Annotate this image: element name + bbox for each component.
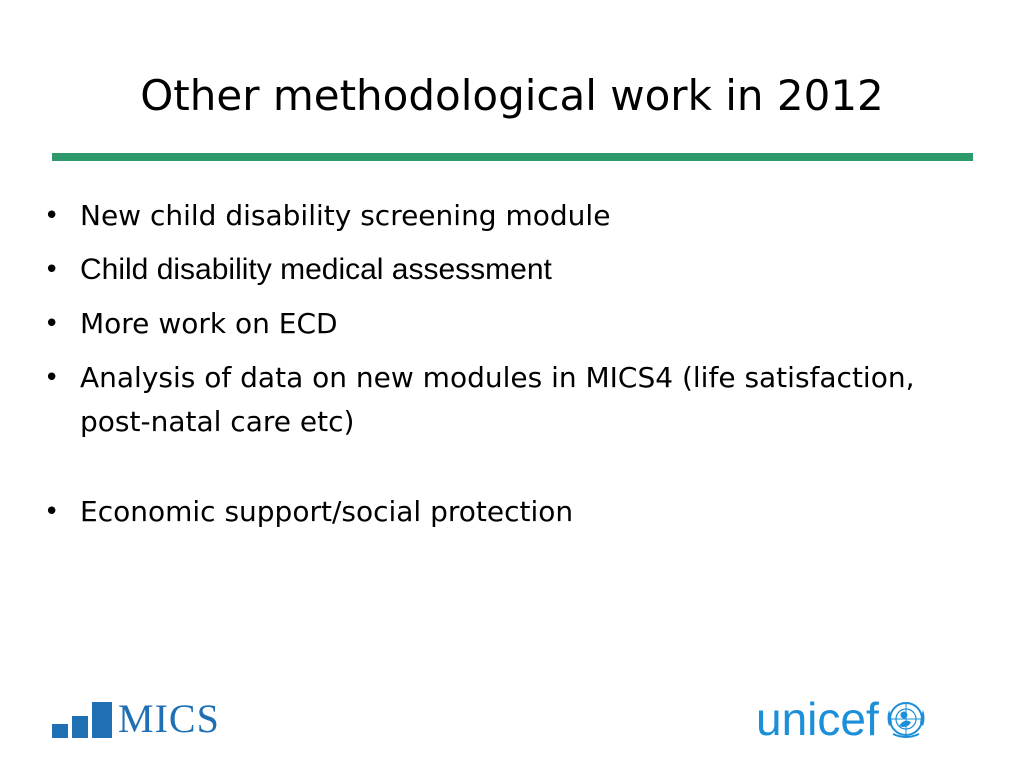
mics-bar-medium — [72, 716, 88, 738]
bullet-dot-icon: • — [44, 309, 60, 339]
bullet-text: Economic support/social protection — [80, 495, 574, 528]
unicef-emblem-icon — [883, 696, 929, 742]
bullet-text: Analysis of data on new modules in MICS4 (life satisfaction, post-natal care etc) — [80, 361, 915, 438]
bullet-item — [44, 194, 944, 238]
mics-bars-icon — [52, 702, 112, 738]
mics-logo-text: MICS — [118, 696, 220, 741]
title-divider — [52, 153, 973, 161]
bullet-dot-icon: • — [44, 497, 60, 527]
bullet-item — [44, 302, 944, 346]
bullet-list — [44, 194, 944, 544]
mics-bar-large — [92, 702, 112, 738]
bullet-item — [44, 248, 944, 292]
bullet-dot-icon: • — [44, 363, 60, 393]
unicef-logo — [756, 694, 929, 744]
bullet-dot-icon: • — [44, 255, 60, 285]
bullet-text: More work on ECD — [80, 307, 338, 340]
bullet-item — [44, 490, 944, 534]
unicef-logo-text: unicef — [756, 693, 879, 745]
slide-title: Other methodological work in 2012 — [140, 71, 884, 120]
bullet-item — [44, 356, 944, 444]
bullet-text: New child disability screening module — [80, 199, 611, 232]
bullet-dot-icon: • — [44, 201, 60, 231]
mics-logo — [52, 696, 220, 741]
bullet-text: Child disability medical assessment — [80, 253, 552, 286]
mics-bar-small — [52, 724, 68, 738]
